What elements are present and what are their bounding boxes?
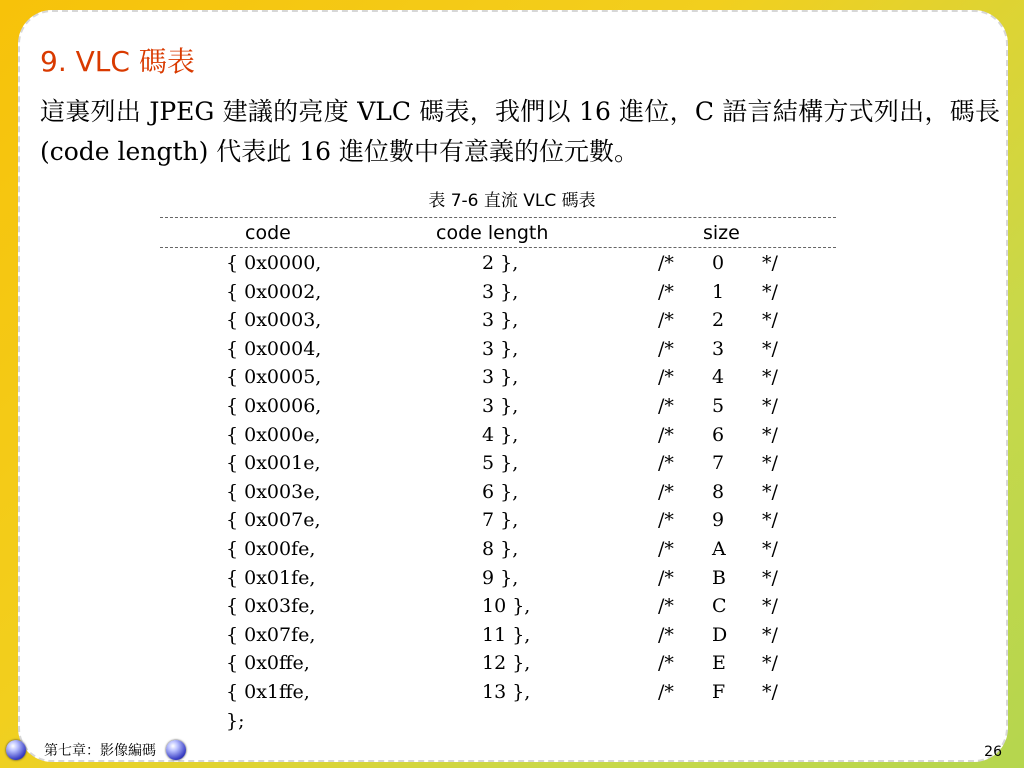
vlc-table-body — [0, 252, 1024, 710]
row-comment-close: */ — [762, 595, 778, 618]
table-row — [0, 652, 1024, 681]
table-row — [0, 281, 1024, 310]
left-orb-icon — [6, 740, 26, 760]
chapter-label: 第七章：影像編碼 — [44, 743, 156, 759]
row-code-length: 2 }, — [482, 252, 519, 274]
row-code-length: 3 }, — [482, 337, 519, 360]
row-comment-close: */ — [762, 452, 778, 475]
row-size: 3 — [712, 337, 725, 360]
row-comment-close: */ — [762, 566, 778, 589]
row-comment-close: */ — [762, 480, 778, 503]
row-comment-open: /* — [658, 509, 674, 532]
closing-brace: }; — [226, 710, 245, 732]
table-row — [0, 452, 1024, 481]
row-code: { 0x07fe, — [226, 623, 316, 646]
row-size: F — [712, 680, 726, 703]
row-code-length: 10 }, — [482, 595, 531, 618]
header-code: code — [245, 222, 291, 244]
row-comment-open: /* — [658, 566, 674, 589]
row-size: A — [712, 537, 726, 560]
row-code: { 0x000e, — [226, 423, 321, 446]
row-comment-open: /* — [658, 680, 674, 703]
row-code-length: 3 }, — [482, 280, 519, 303]
row-size: 7 — [712, 452, 725, 475]
row-size: 1 — [712, 280, 725, 303]
row-code: { 0x0004, — [226, 337, 322, 360]
row-size: B — [712, 566, 726, 589]
row-comment-close: */ — [762, 337, 778, 360]
row-comment-close: */ — [762, 252, 778, 274]
row-size: 8 — [712, 480, 725, 503]
row-code: { 0x0006, — [226, 394, 322, 417]
row-size: 4 — [712, 366, 725, 389]
row-code: { 0x007e, — [226, 509, 321, 532]
table-header-rule — [160, 247, 836, 248]
row-code: { 0x001e, — [226, 452, 321, 475]
footer-chapter-bar — [6, 738, 186, 762]
row-code: { 0x0003, — [226, 309, 322, 332]
row-comment-close: */ — [762, 280, 778, 303]
slide-title: 9. VLC 碼表 — [40, 45, 195, 78]
table-row — [0, 538, 1024, 567]
row-comment-close: */ — [762, 423, 778, 446]
row-comment-open: /* — [658, 452, 674, 475]
row-size: 2 — [712, 309, 725, 332]
row-comment-close: */ — [762, 309, 778, 332]
row-code: { 0x0ffe, — [226, 652, 310, 675]
row-comment-open: /* — [658, 309, 674, 332]
table-row — [0, 395, 1024, 424]
row-code-length: 11 }, — [482, 623, 531, 646]
header-size: size — [703, 222, 740, 244]
row-code-length: 3 }, — [482, 366, 519, 389]
table-row — [0, 309, 1024, 338]
row-comment-close: */ — [762, 680, 778, 703]
row-comment-open: /* — [658, 652, 674, 675]
table-row — [0, 481, 1024, 510]
row-size: C — [712, 595, 727, 618]
table-row — [0, 509, 1024, 538]
row-size: 0 — [712, 252, 725, 274]
row-code-length: 9 }, — [482, 566, 519, 589]
table-row — [0, 624, 1024, 653]
right-orb-icon — [166, 740, 186, 760]
row-size: D — [712, 623, 728, 646]
row-comment-open: /* — [658, 537, 674, 560]
table-row — [0, 681, 1024, 710]
row-code: { 0x0000, — [226, 252, 322, 274]
row-code-length: 12 }, — [482, 652, 531, 675]
table-row — [0, 567, 1024, 596]
row-code: { 0x03fe, — [226, 595, 316, 618]
row-size: 6 — [712, 423, 725, 446]
row-comment-open: /* — [658, 480, 674, 503]
row-comment-open: /* — [658, 595, 674, 618]
row-code-length: 3 }, — [482, 309, 519, 332]
table-row — [0, 338, 1024, 367]
row-comment-close: */ — [762, 509, 778, 532]
row-code-length: 7 }, — [482, 509, 519, 532]
row-comment-close: */ — [762, 623, 778, 646]
row-comment-open: /* — [658, 252, 674, 274]
row-code: { 0x0002, — [226, 280, 322, 303]
row-comment-open: /* — [658, 337, 674, 360]
row-comment-open: /* — [658, 423, 674, 446]
row-comment-close: */ — [762, 366, 778, 389]
row-size: 5 — [712, 394, 725, 417]
page-number: 26 — [984, 744, 1002, 760]
row-code-length: 6 }, — [482, 480, 519, 503]
row-code-length: 4 }, — [482, 423, 519, 446]
row-comment-open: /* — [658, 366, 674, 389]
row-code: { 0x0005, — [226, 366, 322, 389]
row-code-length: 3 }, — [482, 394, 519, 417]
intro-paragraph: 這裏列出 JPEG 建議的亮度 VLC 碼表，我們以 16 進位，C 語言結構方式列出，碼長 (code length) 代表此 16 進位數中有意義的位元數。 — [40, 97, 1000, 166]
row-comment-close: */ — [762, 394, 778, 417]
header-code-length: code length — [436, 222, 549, 244]
row-comment-open: /* — [658, 280, 674, 303]
table-top-rule — [160, 217, 836, 218]
row-code: { 0x003e, — [226, 480, 321, 503]
row-comment-close: */ — [762, 537, 778, 560]
row-code-length: 5 }, — [482, 452, 519, 475]
row-size: E — [712, 652, 726, 675]
table-caption: 表 7-6 直流 VLC 碼表 — [428, 191, 596, 211]
row-code: { 0x1ffe, — [226, 680, 310, 703]
table-row — [0, 595, 1024, 624]
row-size: 9 — [712, 509, 725, 532]
row-code-length: 8 }, — [482, 537, 519, 560]
table-row — [0, 252, 1024, 281]
row-comment-open: /* — [658, 394, 674, 417]
row-code: { 0x01fe, — [226, 566, 316, 589]
table-row — [0, 366, 1024, 395]
table-row — [0, 424, 1024, 453]
row-code-length: 13 }, — [482, 680, 531, 703]
row-comment-close: */ — [762, 652, 778, 675]
row-comment-open: /* — [658, 623, 674, 646]
row-code: { 0x00fe, — [226, 537, 316, 560]
